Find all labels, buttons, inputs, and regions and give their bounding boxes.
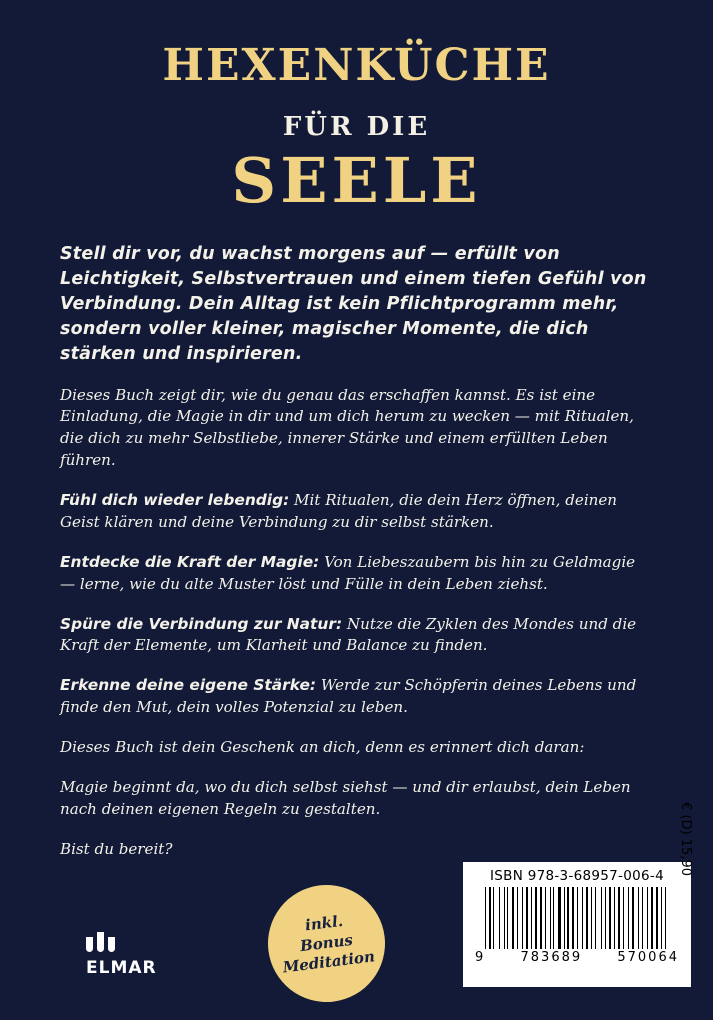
bonus-badge-line3: Meditation (281, 947, 376, 977)
blurb-paragraph-text: Mit Ritualen, die dein Herz öffnen, deinen Geist klären und deine Verbindung zu dir selbst stärken. (60, 491, 618, 531)
blurb-paragraph (60, 776, 653, 821)
barcode-digits (471, 949, 683, 965)
page-subtitle: FÜR DIE (282, 112, 431, 143)
blurb-paragraph-text: Von Liebeszaubern bis hin zu Geldmagie — lerne, wie du alte Muster löst und Fülle in dein Leben ziehst. (60, 552, 636, 593)
isbn-text: ISBN 978-3-68957-006-4 (490, 868, 664, 884)
blurb-paragraph (60, 384, 653, 473)
publisher-name: ELMAR (86, 958, 157, 978)
blurb-paragraph-bold: Erkenne deine eigene Stärke: (60, 676, 317, 695)
blurb-paragraph-text: Magie beginnt da, wo du dich selbst siehst — und dir erlaubst, dein Leben nach deinen eigenen Regeln zu gestalten. (60, 777, 631, 818)
barcode-bars (471, 887, 683, 949)
blurb-paragraph-text: Dieses Buch ist dein Geschenk an dich, denn es erinnert dich daran: (60, 738, 585, 757)
blurb-paragraph (60, 736, 653, 759)
barcode-digit-left: 9 (475, 950, 486, 965)
barcode-digits-group1: 783689 (520, 950, 583, 965)
blurb-body (60, 242, 653, 860)
publisher-logo-mark-icon (86, 930, 176, 952)
blurb-paragraph (60, 489, 653, 534)
barcode-block (463, 802, 693, 987)
barcode-digits-group2: 570064 (617, 950, 679, 965)
page-title: HEXENKÜCHE (162, 40, 551, 91)
blurb-paragraph-bold: Entdecke die Kraft der Magie: (60, 552, 320, 571)
cover-footer (0, 802, 713, 1020)
blurb-paragraph-text: Werde zur Schöpferin deines Lebens und finde den Mut, dein volles Potenzial zu leben. (60, 676, 637, 717)
blurb-paragraph-bold: Spüre die Verbindung zur Natur: (60, 614, 343, 633)
lead-paragraph: Stell dir vor, du wachst morgens auf — erfüllt von Leichtigkeit, Selbstvertrauen und einem tiefen Gefühl von Verbindung. Dein Alltag ist kein Pflichtprogramm mehr, sondern voller kleiner, magischer Momente, die dich stärken und inspirieren. (60, 244, 647, 364)
blurb-paragraph-text: Bist du bereit? (60, 839, 173, 858)
blurb-paragraph (60, 551, 653, 596)
blurb-paragraph (60, 613, 653, 658)
page-title-large: SEELE (231, 144, 482, 218)
blurb-paragraph-bold: Fühl dich wieder lebendig: (60, 491, 290, 510)
blurb-paragraph-text: Dieses Buch zeigt dir, wie du genau das erschaffen kannst. Es ist eine Einladung, die Magie in dir und um dich herum zu wecken — mit Ritualen, die dich zu mehr Selbstliebe, innerer Stärke und einem erfüllten Leben führen. (60, 385, 634, 470)
publisher-logo (86, 930, 176, 978)
bonus-badge (261, 878, 391, 1008)
blurb-paragraph (60, 674, 653, 719)
price-label: € (D) 15,90 (678, 802, 693, 876)
blurb-paragraph-text: Nutze die Zyklen des Mondes und die Kraft der Elemente, um Klarheit und Balance zu finden. (60, 614, 637, 655)
bonus-badge-line1: inkl. (304, 911, 344, 935)
bonus-badge-line2: Bonus (299, 930, 354, 955)
